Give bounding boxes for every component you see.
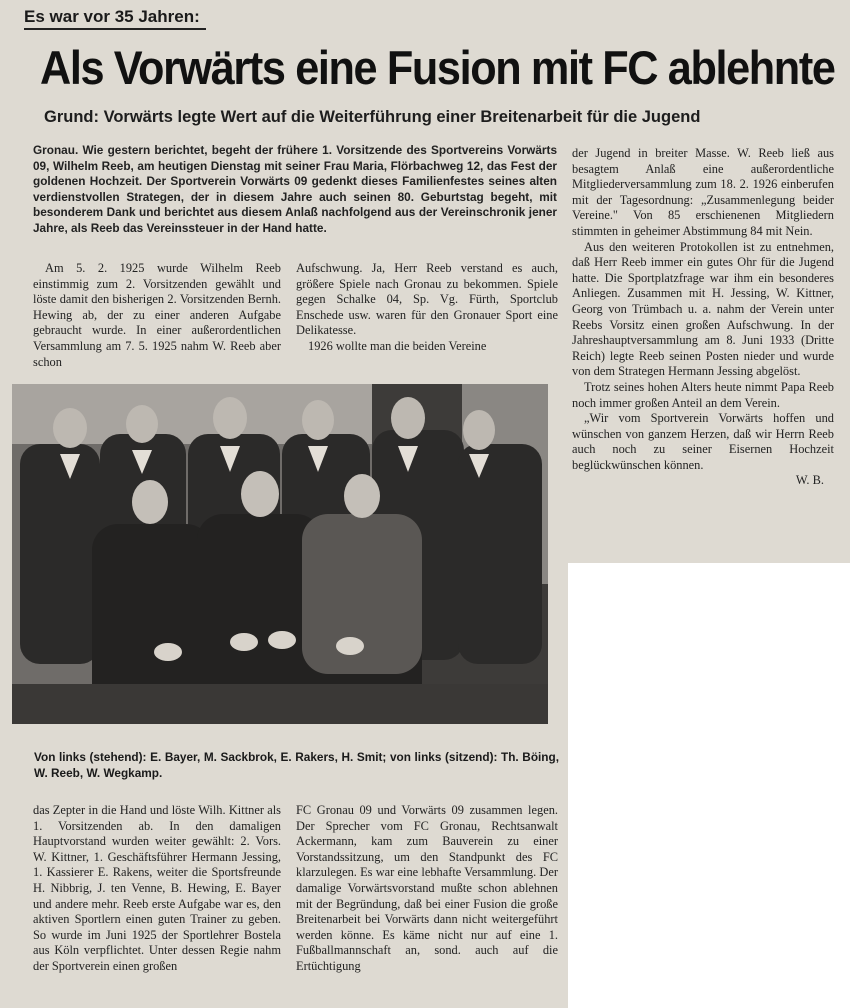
photo-caption: Von links (stehend): E. Bayer, M. Sackbrok, E. Rakers, H. Smit; von links (sitzend): Th. Böing, W. Reeb, W. Wegkamp. [34,750,559,780]
paragraph: der Jugend in breiter Masse. W. Reeb ließ aus besagtem Anlaß eine außerordentliche Mitgliederversammlung zum 18. 2. 1926 einberufen mit der Tagesordnung: „Zusammenlegung beider Vereine." Von 85 erschienenen Mitgliedern stimmten in geheimer Abstimmung 84 mit Nein. [572,146,834,238]
blank-area [568,563,850,1008]
column-3 [572,146,834,489]
article-kicker: Es war vor 35 Jahren: [24,6,206,30]
author-signature: W. B. [795,473,824,488]
paragraph: Aus den weiteren Protokollen ist zu entnehmen, daß Herr Reeb immer ein gutes Ohr für die Jugend hatte. Die Sportplatzfrage war ihm ein besonderes Anliegen. Zusammen mit H. Jessing, W. Kittner, Georg von Trümbach u. a. nahm der Verein unter Reebs Vorsitz einen großen Aufschwung. In der Jahreshauptversammlung am 8. Juni 1933 (Dritte Reich) legte Reeb seinen Posten nieder und wurde von dem Strategen Hermann Jessing abgelöst. [572,239,834,379]
article-subhead: Grund: Vorwärts legte Wert auf die Weiterführung einer Breitenarbeit für die Jugend [44,108,701,126]
column-2-top [296,261,558,355]
article-headline: Als Vorwärts eine Fusion mit FC ablehnte [40,41,835,94]
paragraph: Aufschwung. Ja, Herr Reeb verstand es auch, größere Spiele nach Gronau zu bekommen. Spiele gegen Schalke 04, Sp. Vg. Fürth, Sportclub Enschede usw. waren für den Gronauer Sport eine Delikatesse. [296,261,558,338]
team-photo-illustration [12,384,548,724]
paragraph: FC Gronau 09 und Vorwärts 09 zusammen legen. Der Sprecher vom FC Gronau, Rechtsanwalt Ackermann, kam zum Bauverein zu einer Vorstandssitzung, um den Standpunkt des FC klarzulegen. Es war eine lebhafte Versammlung. Der damalige Vorwärtsvorstand mußte schon ablehnen mit der Begründung, daß bei einer Fusion die große Breitenarbeit bei Vorwärts dann nicht weitergeführt werden könne. Es käme nicht nur auf eine 1. Fußballmannschaft an, sond. auch auf die Ertüchtigung [296,803,558,973]
column-1-bottom [33,803,281,975]
paragraph: Am 5. 2. 1925 wurde Wilhelm Reeb einstimmig zum 2. Vorsitzenden gewählt und löste damit den bisherigen 2. Vorsitzenden Bernh. Hewing ab, der zu einer anderen Aufgabe gebraucht wurde. In einer außerordentlichen Versammlung am 7. 5. 1925 nahm W. Reeb aber schon [33,261,281,369]
team-photo [12,384,548,724]
paragraph: „Wir vom Sportverein Vorwärts hoffen und wünschen von ganzem Herzen, daß wir Herrn Reeb auch noch zu seiner Eisernen Hochzeit beglückwünschen können. [572,411,834,472]
paragraph: Trotz seines hohen Alters heute nimmt Papa Reeb noch immer großen Anteil an dem Verein. [572,379,834,410]
column-1-top [33,261,281,370]
column-2-bottom [296,803,558,975]
paragraph: das Zepter in die Hand und löste Wilh. Kittner als 1. Vorsitzenden ab. In den damaligen Hauptvorstand wurden weiter gewählt: 2. Vors. W. Kittner, 1. Geschäftsführer Hermann Jessing, 1. Kassierer E. Rakens, weiter die Sportsfreunde H. Nibbrig, J. ten Venne, B. Hewing, E. Bayer und andere mehr. Reeb erste Aufgabe war es, den aktiven Sportlern einen guten Trainer zu geben. So wurde im Juni 1925 der Sportlehrer Bostela aus Köln verpflichtet. Unter dessen Regie nahm der Sportverein einen großen [33,803,281,973]
article-lead: Gronau. Wie gestern berichtet, begeht der frühere 1. Vorsitzende des Sportvereins Vorwärts 09, Wilhelm Reeb, am heutigen Dienstag mit seiner Frau Maria, Flörbachweg 12, das Fest der goldenen Hochzeit. Der Sportverein Vorwärts 09 gedenkt dieses Familienfestes seines alten verdienstvollen Strategen, der in diesem Jahre auch seinen 80. Geburtstag begeht, mit besonderem Dank und berichtet aus diesem Anlaß nachfolgend aus der Vereinschronik jener Jahre, als Reeb das Vereinssteuer in der Hand hatte. [33,143,557,235]
paragraph: 1926 wollte man die beiden Vereine [308,338,487,353]
